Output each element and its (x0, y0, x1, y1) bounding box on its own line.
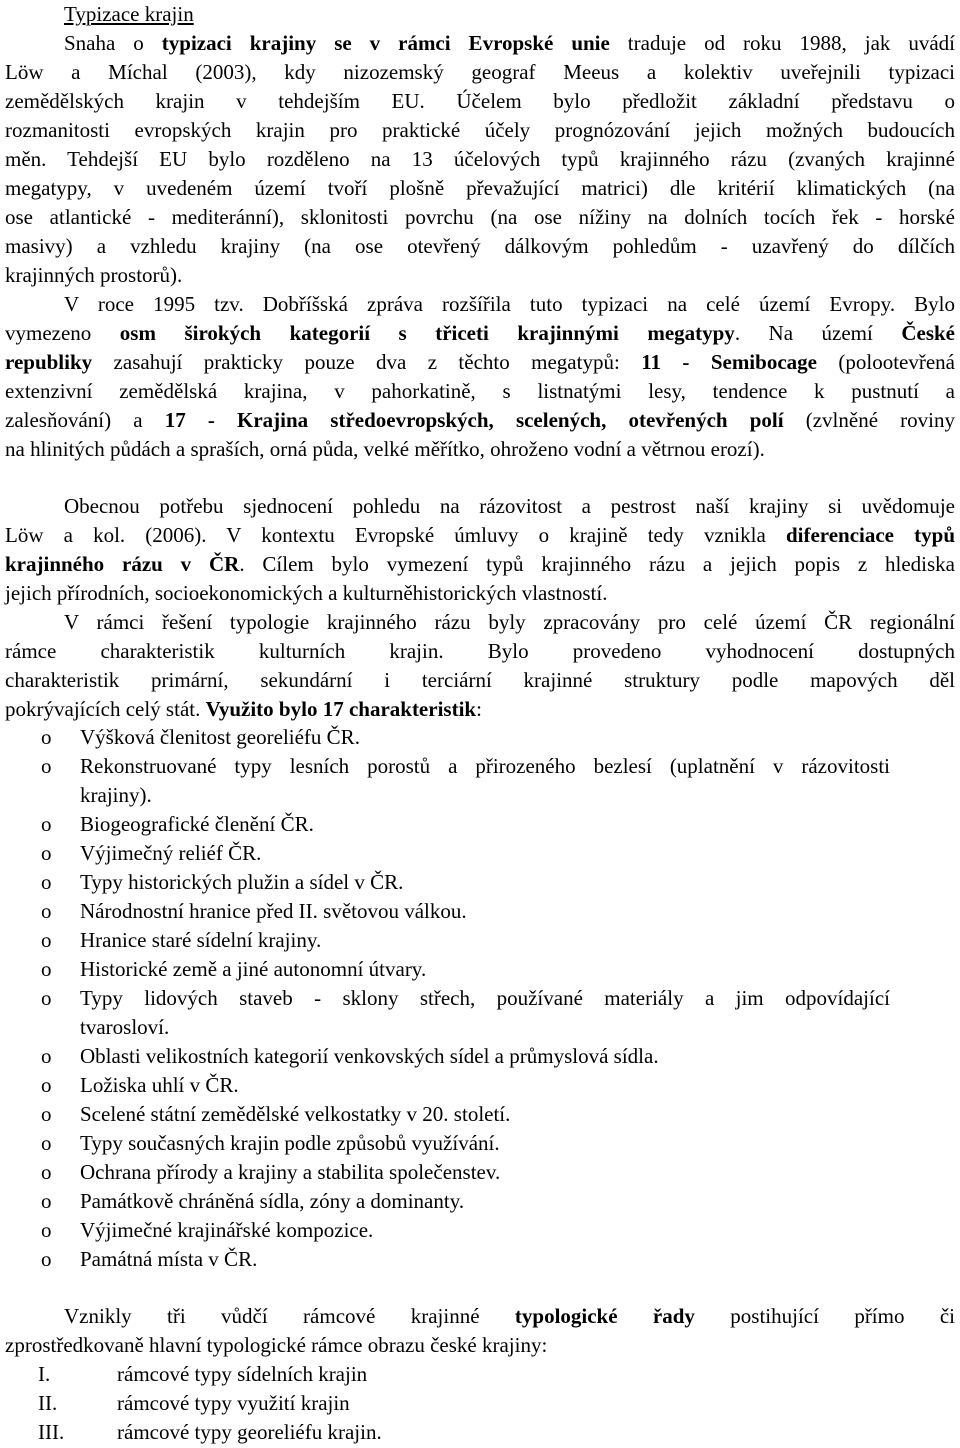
para2-line: zalesňování) a 17 - Krajina středoevropských, scelených, otevřených polí (zvlněné roviny (5, 408, 955, 432)
para1-line: rozmanitosti evropských krajin pro praktické účely prognózování jejich možných budoucích (5, 118, 955, 142)
list-item: o Výjimečné krajinářské kompozice. (41, 1218, 374, 1242)
para1-line: Snaha o typizaci krajiny se v rámci Evropské unie traduje od roku 1988, jak uvádí (64, 31, 956, 55)
para2-line: republiky zasahují prakticky pouze dva z těchto megatypů: 11 - Semibocage (polootevřená (5, 350, 955, 374)
para5-line: zprostředkovaně hlavní typologické rámce obrazu české krajiny: (5, 1333, 548, 1357)
series-item: I. rámcové typy sídelních krajin (38, 1362, 368, 1386)
list-item: o Rekonstruované typy lesních porostů a přirozeného bezlesí (uplatnění v rázovitosti (41, 754, 890, 778)
para4-line: rámce charakteristik kulturních krajin. Bylo provedeno vyhodnocení dostupných (5, 639, 955, 663)
list-item: o Typy současných krajin podle způsobů využívání. (41, 1131, 500, 1155)
para1-line: ose atlantické - mediteránní), sklonitosti povrchu (na ose nížiny na dolních tocích řek - horské (5, 205, 955, 229)
para1-line: masivy) a vzhledu krajiny (na ose otevřený dálkovým pohledům - uzavřený do dílčích (5, 234, 955, 258)
series-item: III. rámcové typy georeliéfu krajin. (38, 1420, 382, 1444)
para2-line: na hlinitých půdách a spraších, orná půda, velké měřítko, ohroženo vodní a větrnou erozí). (5, 437, 765, 461)
list-item: o Ložiska uhlí v ČR. (41, 1073, 239, 1097)
para2-line: V roce 1995 tzv. Dobříšská zpráva rozšířila tuto typizaci na celé území Evropy. Bylo (64, 292, 955, 316)
list-item: o Scelené státní zemědělské velkostatky v 20. století. (41, 1102, 511, 1126)
para3-line: jejich přírodních, socioekonomických a kulturněhistorických vlastností. (5, 581, 608, 605)
list-item: o Hranice staré sídelní krajiny. (41, 928, 322, 952)
para4-line: V rámci řešení typologie krajinného rázu byly zpracovány pro celé území ČR regionální (64, 610, 955, 634)
list-item: o Výšková členitost georeliéfu ČR. (41, 725, 360, 749)
para1-line: krajinných prostorů). (5, 263, 183, 287)
list-item: o Památkově chráněná sídla, zóny a dominanty. (41, 1189, 465, 1213)
list-item: o Historické země a jiné autonomní útvary. (41, 957, 427, 981)
list-item: o Biogeografické členění ČR. (41, 812, 314, 836)
list-item-continuation: krajiny). (80, 783, 152, 807)
para3-line: Löw a kol. (2006). V kontextu Evropské úmluvy o krajině tedy vznikla diferenciace typů (5, 523, 955, 547)
para4-line: pokrývajících celý stát. Využito bylo 17 charakteristik: (5, 697, 482, 721)
list-item: o Památná místa v ČR. (41, 1247, 258, 1271)
list-item: o Typy lidových staveb - sklony střech, používané materiály a jim odpovídající (41, 986, 890, 1010)
list-item: o Typy historických plužin a sídel v ČR. (41, 870, 404, 894)
para1-line: megatypy, v uvedeném území tvoří plošně převažující matrici) dle kritérií klimatických (na (5, 176, 955, 200)
para5-line: Vznikly tři vůdčí rámcové krajinné typologické řady postihující přímo či (64, 1304, 955, 1328)
para1-line: Löw a Míchal (2003), kdy nizozemský geograf Meeus a kolektiv uveřejnili typizaci (5, 60, 955, 84)
list-item: o Ochrana přírody a krajiny a stabilita společenstev. (41, 1160, 501, 1184)
para2-line: vymezeno osm širokých kategorií s třiceti krajinnými megatypy. Na území České (5, 321, 956, 345)
para3-line: krajinného rázu v ČR. Cílem bylo vymezení typů krajinného rázu a jejich popis z hlediska (5, 552, 955, 576)
para2-line: extenzivní zemědělská krajina, v pahorkatině, s listnatými lesy, tendence k pustnutí a (5, 379, 955, 403)
section-heading: Typizace krajin (64, 2, 194, 26)
list-item-continuation: tvarosloví. (80, 1015, 170, 1039)
para1-line: zemědělských krajin v tehdejším EU. Účelem bylo předložit základní představu o (5, 89, 955, 113)
series-item: II. rámcové typy využití krajin (38, 1391, 350, 1415)
para4-line: charakteristik primární, sekundární i terciární krajinné struktury podle mapových děl (5, 668, 955, 692)
list-item: o Výjimečný reliéf ČR. (41, 841, 262, 865)
list-item: o Národnostní hranice před II. světovou válkou. (41, 899, 467, 923)
para3-line: Obecnou potřebu sjednocení pohledu na rázovitost a pestrost naší krajiny si uvědomuje (64, 494, 955, 518)
list-item: o Oblasti velikostních kategorií venkovských sídel a průmyslová sídla. (41, 1044, 659, 1068)
para1-line: měn. Tehdejší EU bylo rozděleno na 13 účelových typů krajinného rázu (zvaných krajinné (5, 147, 955, 171)
